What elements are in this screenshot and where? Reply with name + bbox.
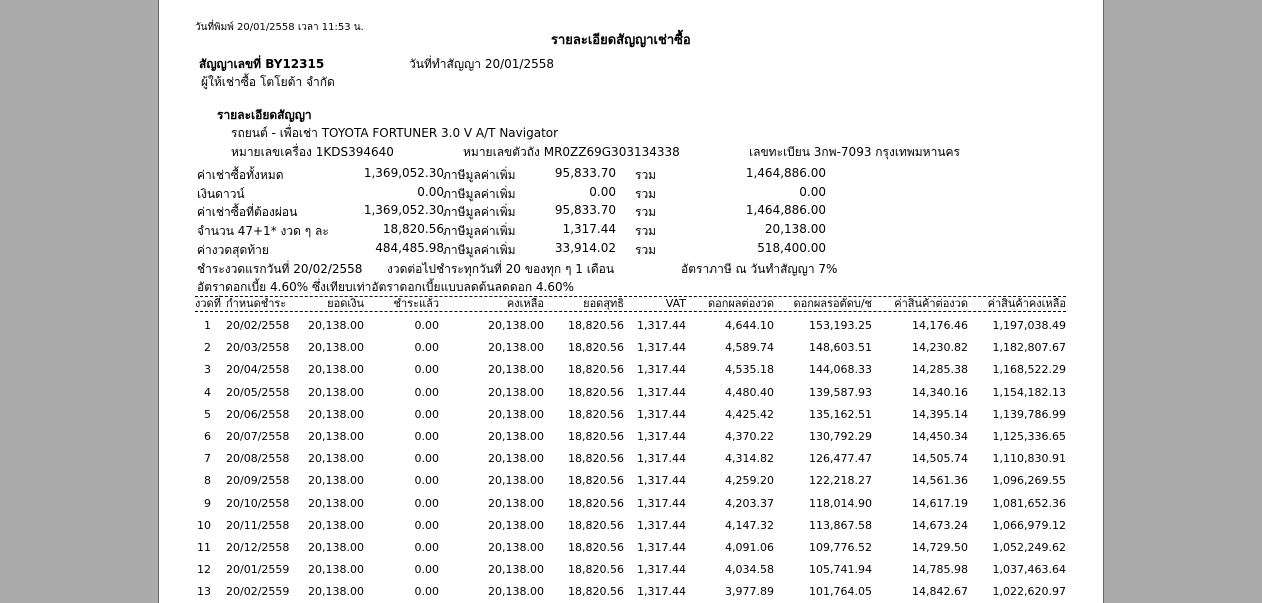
table-cell: 0.00 [414,408,439,421]
table-cell: 18,820.56 [568,563,624,576]
table-cell: 14,340.16 [912,386,968,399]
column-header: ค่าสินค้าคงเหลือ [987,297,1066,310]
table-cell: 20,138.00 [488,563,544,576]
table-cell: 1,110,830.91 [992,452,1066,465]
table-cell: 20,138.00 [488,363,544,376]
table-cell: 20,138.00 [308,585,364,598]
table-cell: 18,820.56 [568,474,624,487]
table-cell: 3,977.89 [725,585,774,598]
table-cell: 14,561.36 [912,474,968,487]
table-cell: 20/02/2559 [226,585,290,598]
financial-vat-label: ภาษีมูลค่าเพิ่ม [443,224,516,238]
table-cell: 20,138.00 [308,386,364,399]
table-cell: 18,820.56 [568,452,624,465]
table-cell: 126,477.47 [809,452,872,465]
table-cell: 3 [204,363,211,376]
table-cell: 6 [204,430,211,443]
table-cell: 20,138.00 [308,408,364,421]
table-cell: 20,138.00 [488,585,544,598]
table-cell: 0.00 [414,341,439,354]
contract-number: สัญญาเลขที่ BY12315 [199,57,325,71]
table-cell: 0.00 [414,585,439,598]
table-cell: 2 [204,341,211,354]
table-cell: 1,317.44 [637,319,686,332]
first-due-date: ชำระงวดแรกวันที่ 20/02/2558 [197,262,363,276]
financial-amount: 1,369,052.30 [363,203,444,217]
table-cell: 18,820.56 [568,341,624,354]
table-cell: 135,162.51 [809,408,872,421]
table-cell: 5 [204,408,211,421]
financial-amount: 0.00 [417,185,444,199]
table-cell: 20/10/2558 [226,497,290,510]
table-cell: 1,139,786.99 [992,408,1066,421]
table-cell: 18,820.56 [568,585,624,598]
column-header: ดอกผลรอตัดบ/ช [793,297,872,310]
table-cell: 1,197,038.49 [992,319,1066,332]
financial-total-label: รวม [635,205,657,219]
financial-vat-label: ภาษีมูลค่าเพิ่ม [443,168,516,182]
table-cell: 4,259.20 [725,474,774,487]
table-cell: 9 [204,497,211,510]
financial-vat-label: ภาษีมูลค่าเพิ่ม [443,187,516,201]
table-cell: 20,138.00 [488,319,544,332]
table-cell: 0.00 [414,563,439,576]
financial-vat-label: ภาษีมูลค่าเพิ่ม [443,243,516,257]
column-header: ค่าสินค้าต่องวด [894,297,968,310]
table-cell: 18,820.56 [568,363,624,376]
table-cell: 101,764.05 [809,585,872,598]
table-cell: 105,741.94 [809,563,872,576]
table-cell: 20,138.00 [488,541,544,554]
table-cell: 1,317.44 [637,341,686,354]
table-cell: 1,154,182.13 [992,386,1066,399]
table-cell: 20/11/2558 [226,519,290,532]
table-cell: 14,785.98 [912,563,968,576]
table-cell: 20,138.00 [488,430,544,443]
table-cell: 20/01/2559 [226,563,290,576]
table-cell: 0.00 [414,541,439,554]
table-cell: 14,505.74 [912,452,968,465]
table-cell: 20/07/2558 [226,430,290,443]
table-cell: 20,138.00 [308,497,364,510]
table-cell: 1,052,249.62 [992,541,1066,554]
financial-amount: 484,485.98 [375,241,444,255]
table-cell: 0.00 [414,363,439,376]
table-cell: 14,450.34 [912,430,968,443]
contract-date: วันที่ทำสัญญา 20/01/2558 [409,57,554,71]
financial-label: เงินดาวน์ [197,187,245,201]
table-cell: 20/12/2558 [226,541,290,554]
table-cell: 14,729.50 [912,541,968,554]
financial-total-label: รวม [635,168,657,182]
table-cell: 148,603.51 [809,341,872,354]
table-cell: 20,138.00 [488,341,544,354]
lessor: ผู้ให้เช่าซื้อ โตโยต้า จำกัด [201,75,335,89]
table-cell: 118,014.90 [809,497,872,510]
financial-total-label: รวม [635,243,657,257]
table-cell: 0.00 [414,386,439,399]
table-cell: 130,792.29 [809,430,872,443]
table-cell: 20,138.00 [308,474,364,487]
table-cell: 4,147.32 [725,519,774,532]
table-cell: 18,820.56 [568,319,624,332]
table-cell: 0.00 [414,319,439,332]
financial-total: 20,138.00 [764,222,826,236]
plate-number: เลขทะเบียน 3กพ-7093 กรุงเทพมหานคร [749,145,961,159]
table-cell: 20,138.00 [308,452,364,465]
table-cell: 20/06/2558 [226,408,290,421]
interest-rate: อัตราดอกเบี้ย 4.60% ซึ่งเทียบเท่าอัตราดอกเบี้ยแบบลดต้นลดดอก 4.60% [197,280,575,294]
print-timestamp: วันที่พิมพ์ 20/01/2558 เวลา 11:53 น. [195,22,364,33]
table-cell: 4,314.82 [725,452,774,465]
table-cell: 1,317.44 [637,430,686,443]
column-header: ชำระแล้ว [393,297,439,310]
table-cell: 4,370.22 [725,430,774,443]
table-cell: 20,138.00 [308,363,364,376]
table-cell: 4,203.37 [725,497,774,510]
recurring-due: งวดต่อไปชำระทุกวันที่ 20 ของทุก ๆ 1 เดือน [387,262,615,276]
table-cell: 18,820.56 [568,541,624,554]
financial-amount: 1,369,052.30 [363,166,444,180]
table-cell: 20,138.00 [308,341,364,354]
table-cell: 20/09/2558 [226,474,290,487]
details-heading: รายละเอียดสัญญา [217,108,312,122]
table-cell: 20/08/2558 [226,452,290,465]
financial-label: ค่างวดสุดท้าย [197,243,269,257]
table-cell: 20,138.00 [488,474,544,487]
table-cell: 18,820.56 [568,497,624,510]
table-cell: 20/03/2558 [226,341,290,354]
financial-total-label: รวม [635,224,657,238]
table-cell: 1,125,336.65 [992,430,1066,443]
column-header: คงเหลือ [506,297,544,310]
financial-label: ค่าเช่าซื้อที่ต้องผ่อน [197,205,298,219]
column-header: ยอดสุทธิ [583,297,624,310]
table-cell: 8 [204,474,211,487]
table-cell: 0.00 [414,452,439,465]
table-cell: 1,317.44 [637,541,686,554]
table-cell: 20/04/2558 [226,363,290,376]
table-cell: 20,138.00 [488,452,544,465]
table-cell: 18,820.56 [568,386,624,399]
table-cell: 139,587.93 [809,386,872,399]
financial-amount: 18,820.56 [382,222,444,236]
table-cell: 0.00 [414,519,439,532]
report-page [158,0,1104,603]
table-cell: 14,176.46 [912,319,968,332]
table-cell: 1,317.44 [637,585,686,598]
financial-total: 0.00 [799,185,826,199]
chassis-number: หมายเลขตัวถัง MR0ZZ69G303134338 [463,145,680,159]
table-cell: 14,617.19 [912,497,968,510]
table-cell: 4,091.06 [725,541,774,554]
column-header: ดอกผลต่องวด [707,297,774,310]
table-cell: 18,820.56 [568,408,624,421]
table-cell: 20,138.00 [308,519,364,532]
table-cell: 1,317.44 [637,519,686,532]
table-cell: 13 [197,585,211,598]
financial-vat: 1,317.44 [562,222,616,236]
table-cell: 14,285.38 [912,363,968,376]
table-cell: 20,138.00 [488,497,544,510]
table-cell: 20/02/2558 [226,319,290,332]
table-cell: 20,138.00 [308,430,364,443]
table-cell: 4,589.74 [725,341,774,354]
table-cell: 1,317.44 [637,497,686,510]
table-cell: 1,037,463.64 [992,563,1066,576]
table-cell: 14,230.82 [912,341,968,354]
financial-vat: 95,833.70 [554,166,616,180]
table-cell: 109,776.52 [809,541,872,554]
financial-vat-label: ภาษีมูลค่าเพิ่ม [443,205,516,219]
table-cell: 1,066,979.12 [992,519,1066,532]
table-cell: 0.00 [414,497,439,510]
table-cell: 0.00 [414,474,439,487]
table-cell: 1,168,522.29 [992,363,1066,376]
table-cell: 14,673.24 [912,519,968,532]
financial-total-label: รวม [635,187,657,201]
table-cell: 4,480.40 [725,386,774,399]
report-title: รายละเอียดสัญญาเช่าซื้อ [551,33,691,48]
table-cell: 20,138.00 [308,541,364,554]
table-cell: 18,820.56 [568,519,624,532]
table-cell: 144,068.33 [809,363,872,376]
financial-vat: 33,914.02 [554,241,616,255]
table-cell: 1,317.44 [637,563,686,576]
table-cell: 1,182,807.67 [992,341,1066,354]
table-cell: 4,034.58 [725,563,774,576]
financial-label: ค่าเช่าซื้อทั้งหมด [197,168,284,182]
financial-total: 518,400.00 [757,241,826,255]
table-cell: 1,096,269.55 [992,474,1066,487]
table-cell: 20/05/2558 [226,386,290,399]
table-cell: 12 [197,563,211,576]
table-cell: 1,317.44 [637,474,686,487]
table-cell: 113,867.58 [809,519,872,532]
vehicle-description: รถยนต์ - เพื่อเช่า TOYOTA FORTUNER 3.0 V A/T Navigator [231,126,559,140]
financial-vat: 95,833.70 [554,203,616,217]
engine-number: หมายเลขเครื่อง 1KDS394640 [231,145,394,159]
table-cell: 4 [204,386,211,399]
column-header: VAT [665,297,686,310]
table-cell: 4,425.42 [725,408,774,421]
table-cell: 1,317.44 [637,386,686,399]
table-cell: 1,317.44 [637,363,686,376]
table-cell: 18,820.56 [568,430,624,443]
table-cell: 14,395.14 [912,408,968,421]
tax-rate: อัตราภาษี ณ วันทำสัญญา 7% [681,262,838,276]
column-header: งวดที่ [195,297,221,310]
table-cell: 4,644.10 [725,319,774,332]
table-cell: 0.00 [414,430,439,443]
table-cell: 14,842.67 [912,585,968,598]
table-cell: 20,138.00 [488,386,544,399]
table-cell: 1,317.44 [637,408,686,421]
table-cell: 1,022,620.97 [992,585,1066,598]
table-cell: 1,317.44 [637,452,686,465]
table-cell: 4,535.18 [725,363,774,376]
table-header-divider [195,311,1066,312]
table-cell: 11 [197,541,211,554]
financial-vat: 0.00 [589,185,616,199]
table-cell: 1 [204,319,211,332]
table-cell: 122,218.27 [809,474,872,487]
table-cell: 10 [197,519,211,532]
table-cell: 1,081,652.36 [992,497,1066,510]
table-cell: 153,193.25 [809,319,872,332]
financial-total: 1,464,886.00 [745,203,826,217]
financial-label: จำนวน 47+1* งวด ๆ ละ [197,224,329,238]
table-cell: 20,138.00 [308,563,364,576]
table-cell: 20,138.00 [488,408,544,421]
table-cell: 20,138.00 [488,519,544,532]
table-cell: 7 [204,452,211,465]
column-header: ยอดเงิน [327,297,364,310]
financial-total: 1,464,886.00 [745,166,826,180]
column-header: กำหนดชำระ [226,297,287,310]
table-cell: 20,138.00 [308,319,364,332]
